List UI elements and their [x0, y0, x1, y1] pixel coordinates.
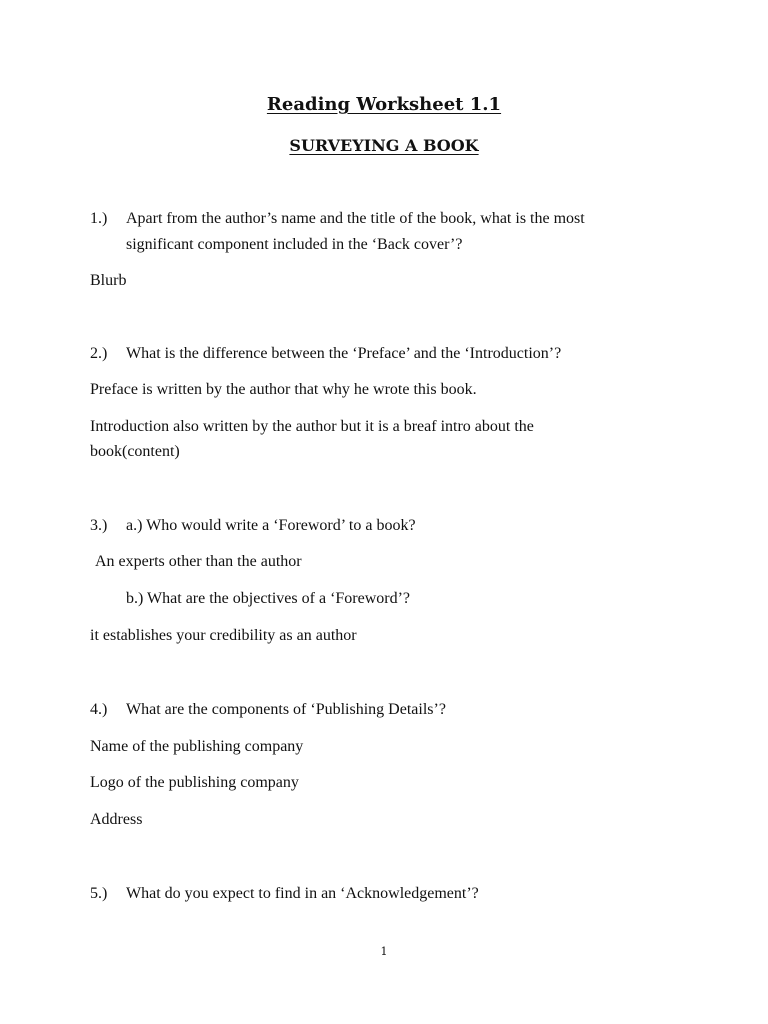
question-3-number: 3.)	[90, 517, 108, 534]
question-2-number: 2.)	[90, 345, 108, 362]
question-4-text: What are the components of ‘Publishing Details’?	[126, 701, 446, 718]
question-1-text-line-1: Apart from the author’s name and the title of the book, what is the most	[126, 210, 585, 227]
page-number: 1	[380, 945, 388, 958]
question-4-number: 4.)	[90, 701, 108, 718]
answer-3a: An experts other than the author	[95, 553, 302, 570]
question-5-text: What do you expect to find in an ‘Acknowledgement’?	[126, 885, 479, 902]
answer-4-item: Address	[90, 811, 143, 828]
question-2-text: What is the difference between the ‘Preface’ and the ‘Introduction’?	[126, 345, 562, 362]
answer-3b: it establishes your credibility as an author	[90, 627, 357, 644]
answer-1: Blurb	[90, 272, 127, 289]
answer-4-item: Name of the publishing company	[90, 738, 304, 755]
question-1-number: 1.)	[90, 210, 108, 227]
question-5-number: 5.)	[90, 885, 108, 902]
answer-2-preface: Preface is written by the author that why he wrote this book.	[90, 381, 477, 398]
answer-2-introduction-line-1: Introduction also written by the author but it is a breaf intro about the	[90, 418, 534, 435]
worksheet-subtitle: SURVEYING A BOOK	[289, 136, 479, 155]
question-3b-text: b.) What are the objectives of a ‘Foreword’?	[126, 590, 411, 607]
worksheet-title: Reading Worksheet 1.1	[266, 94, 502, 115]
question-1-text-line-2: significant component included in the ‘Back cover’?	[126, 236, 463, 253]
question-3a-text: a.) Who would write a ‘Foreword’ to a book?	[126, 517, 416, 534]
answer-2-introduction-line-2: book(content)	[90, 443, 180, 460]
answer-4-item: Logo of the publishing company	[90, 774, 299, 791]
